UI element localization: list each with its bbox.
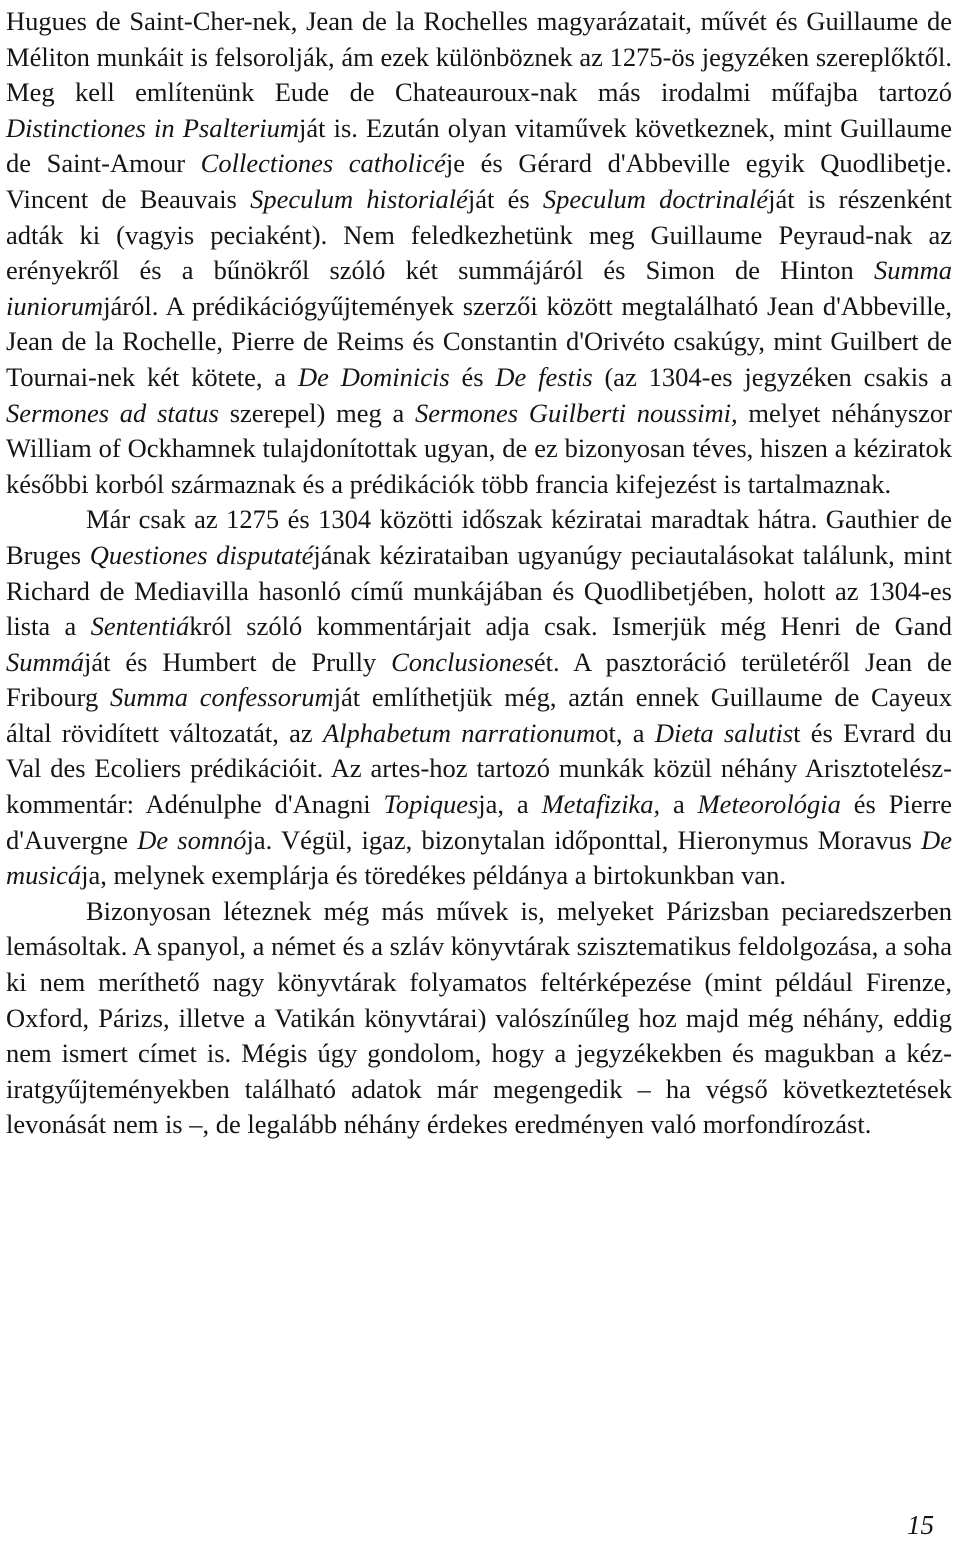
text-run: jának kézirataiban ugyanúgy peciautalásokat találunk, mint Richard de Mediavilla hasonló című munkájában és Quodlibetjében, holott az 1304-es lista a xyxy=(6,539,952,642)
italic-title: Collectiones catholicé xyxy=(200,148,446,179)
italic-title: Summa confessorum xyxy=(109,682,334,713)
italic-title: Speculum historialé xyxy=(250,183,468,214)
text-run: (az 1304-es jegyzéken csakis a xyxy=(592,361,953,392)
italic-title: De somnó xyxy=(137,824,247,855)
italic-title: Dieta salutis xyxy=(654,717,794,748)
italic-title: Metafizika, xyxy=(541,789,661,820)
paragraph xyxy=(6,502,952,894)
text-run: ja, a xyxy=(478,789,542,820)
text-run: ját is. Ezután olyan vitaművek következnek, mint Guillaume de Saint-Amour xyxy=(6,112,952,179)
italic-title: De Dominicis xyxy=(297,361,450,392)
italic-title: Alphabetum narrationum xyxy=(322,717,596,748)
text-run: je és Gérard d'Abbeville egyik Quodlibetje. Vincent de Beauvais xyxy=(6,148,952,214)
italic-title: Sermones ad status xyxy=(6,397,219,428)
text-run: ját említhetjük még, aztán ennek Guillaume de Cayeux által rövidített változatát, az xyxy=(6,682,952,748)
text-run: król szóló kommentárjait adja csak. Ismerjük még Henri de Gand xyxy=(189,611,952,642)
italic-title: Questiones disputaté xyxy=(89,539,314,570)
paragraph xyxy=(6,4,952,502)
text-run: ot, a xyxy=(595,717,655,748)
text-run: Bizonyosan léteznek még más művek is, melyeket Párizsban peciaredszerben lemásoltak. A spanyol, a német és a szláv könyvtárak szisztematikus feldolgozása, a soha ki nem meríthető nagy könyvtárak folyamatos feltérképezése (mint például Firenze, Oxford, Párizs, illetve a Vatikán könyvtárai) valószínűleg hoz majd még néhány, eddig nem ismert címet is. Mégis úgy gondolom, hogy a jegyzékekben és magukban a kéziratgyűjteményekben található adatok már megengedik – ha végső következtetések levonását nem is –, de legalább néhány érdekes eredményen való morfondírozást. xyxy=(6,895,952,1140)
text-run: ét. A pasztoráció területéről Jean de Fribourg xyxy=(6,646,953,713)
text-run: melyet néhányszor William of Ockhamnek tulajdonítottak ugyan, de ez bizonyosan téves, hiszen a kéziratok későbbi korból származnak és a prédikációk több francia kifejezést is tartalmaznak. xyxy=(6,397,952,499)
text-run: és xyxy=(449,361,496,392)
text-run: ját is részenként adták ki (vagyis peciaként). Nem feledkezhetünk meg Guillaume Peyraud-nak az erényekről és a bűnökről szóló két summájáról és Simon de Hinton xyxy=(6,183,952,286)
text-run: ját és xyxy=(467,183,543,214)
text-run: Hugues de Saint-Cher-nek, Jean de la Rochelles magyarázatait, művét és Guillaume de Méliton munkáit is felsorolják, ám ezek különböznek az 1275-ös jegyzéken szereplőktől. Meg kell említenünk Eude de Chateauroux-nak más irodalmi műfajba tartozó xyxy=(6,6,952,108)
italic-title: Conclusiones xyxy=(391,646,534,677)
italic-title: De festis xyxy=(495,361,593,392)
italic-title: Sententiá xyxy=(90,611,190,642)
text-run: ja, melynek exemplárja és töredékes példánya a birtokunkban van. xyxy=(81,860,787,891)
text-run: szerepel) meg a xyxy=(218,397,416,428)
text-run: és Pierre d'Auvergne xyxy=(6,789,952,855)
italic-title: Distinctiones in Psalterium xyxy=(6,112,300,143)
italic-title: Meteorológia xyxy=(697,789,841,820)
page-number: 15 xyxy=(907,1510,934,1540)
text-run: a xyxy=(660,789,698,820)
text-run: Már csak az 1275 és 1304 közötti időszak kéziratai maradtak hátra. Gauthier de Bruges xyxy=(6,504,952,570)
text-run: ja. Végül, igaz, bizonytalan időponttal, Hieronymus Moravus xyxy=(246,824,922,855)
italic-title: De musicá xyxy=(6,824,952,891)
italic-title: Speculum doctrinalé xyxy=(542,183,769,214)
text-run: ját és Humbert de Prully xyxy=(84,646,392,677)
italic-title: Sermones Guilberti noussimi, xyxy=(415,397,738,428)
paragraph xyxy=(6,894,952,1143)
italic-title: Topiques xyxy=(383,789,479,820)
body-text xyxy=(6,4,952,1143)
italic-title: Summá xyxy=(6,646,85,677)
italic-title: Summa iuniorum xyxy=(6,255,952,321)
text-run: t és Evrard du Val des Ecoliers prédikációit. Az artes-hoz tartozó munkák közül néhány Arisztotelész-kommentár: Adénulphe d'Anagni xyxy=(6,717,952,820)
text-run: járól. A prédikációgyűjtemények szerzői között megtalálható Jean d'Abbeville, Jean de la Rochelle, Pierre de Reims és Constantin d'Orivéto csakúgy, mint Guilbert de Tournai-nek két kötete, a xyxy=(6,290,952,392)
